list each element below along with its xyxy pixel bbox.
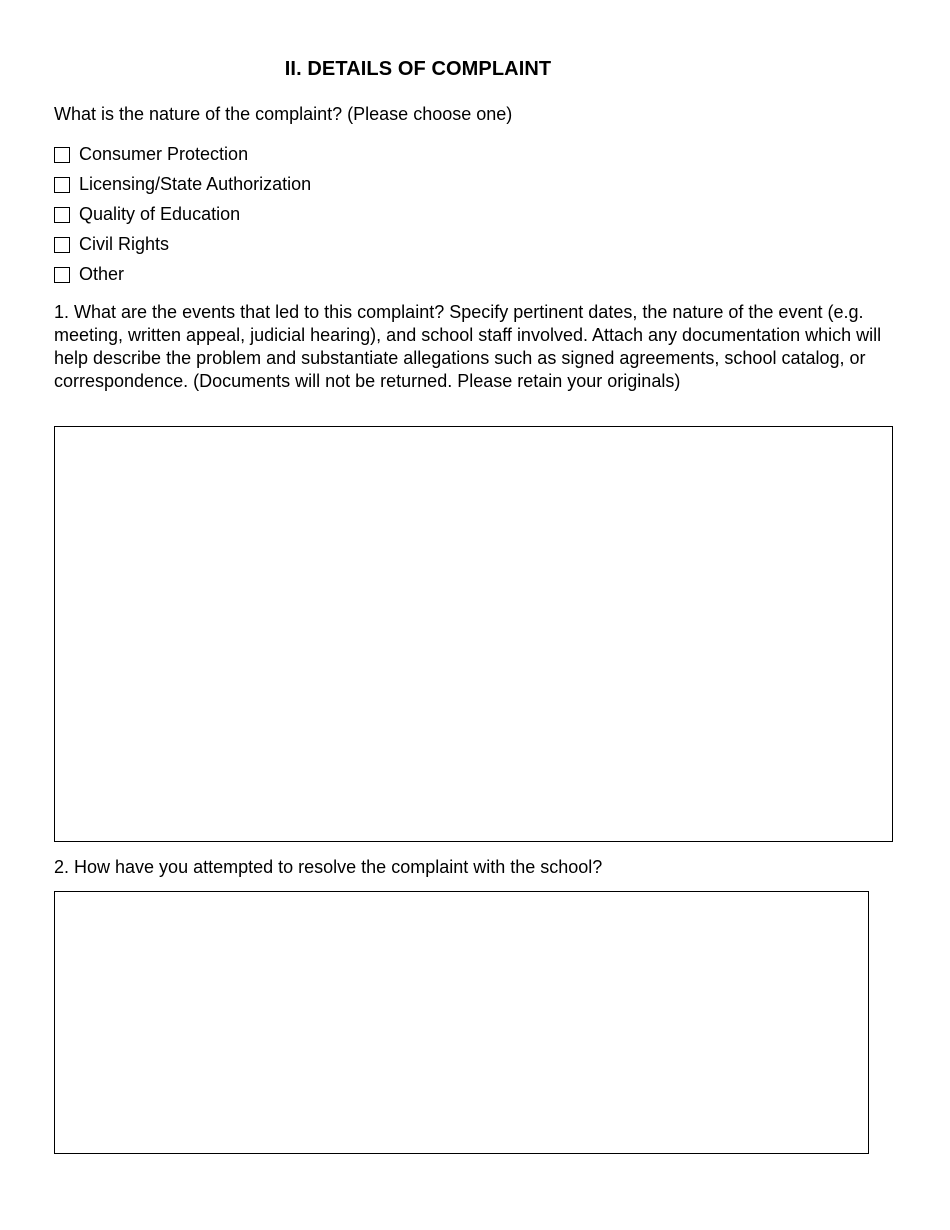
other-checkbox[interactable] <box>54 267 70 283</box>
quality-of-education-checkbox[interactable] <box>54 207 70 223</box>
question-1-text: 1. What are the events that led to this complaint? Specify pertinent dates, the nature of the event (e.g. meeting, written appeal, judicial hearing), and school staff involved. Attach any documentation which will help describe the problem and substantiate allegations such as signed agreements, school catalog, or correspondence. (Documents will not be returned. Please retain your originals) <box>54 302 882 391</box>
option-civil-rights[interactable] <box>54 229 311 259</box>
section-title: II. DETAILS OF COMPLAINT <box>284 58 552 80</box>
option-label: Consumer Protection <box>79 144 249 164</box>
nature-prompt: What is the nature of the complaint? (Please choose one) <box>54 104 513 124</box>
option-licensing-state-authorization[interactable] <box>54 169 311 199</box>
question-1-answer-box[interactable] <box>54 426 893 842</box>
option-label: Civil Rights <box>79 234 170 254</box>
option-label: Licensing/State Authorization <box>79 174 312 194</box>
option-label: Quality of Education <box>79 204 241 224</box>
option-quality-of-education[interactable] <box>54 199 311 229</box>
question-2-answer-box[interactable] <box>54 891 869 1154</box>
option-consumer-protection[interactable] <box>54 139 311 169</box>
option-other[interactable] <box>54 259 311 289</box>
nature-options <box>54 139 311 289</box>
option-label: Other <box>79 264 125 284</box>
question-2-text: 2. How have you attempted to resolve the complaint with the school? <box>54 857 603 877</box>
consumer-protection-checkbox[interactable] <box>54 147 70 163</box>
licensing-checkbox[interactable] <box>54 177 70 193</box>
civil-rights-checkbox[interactable] <box>54 237 70 253</box>
